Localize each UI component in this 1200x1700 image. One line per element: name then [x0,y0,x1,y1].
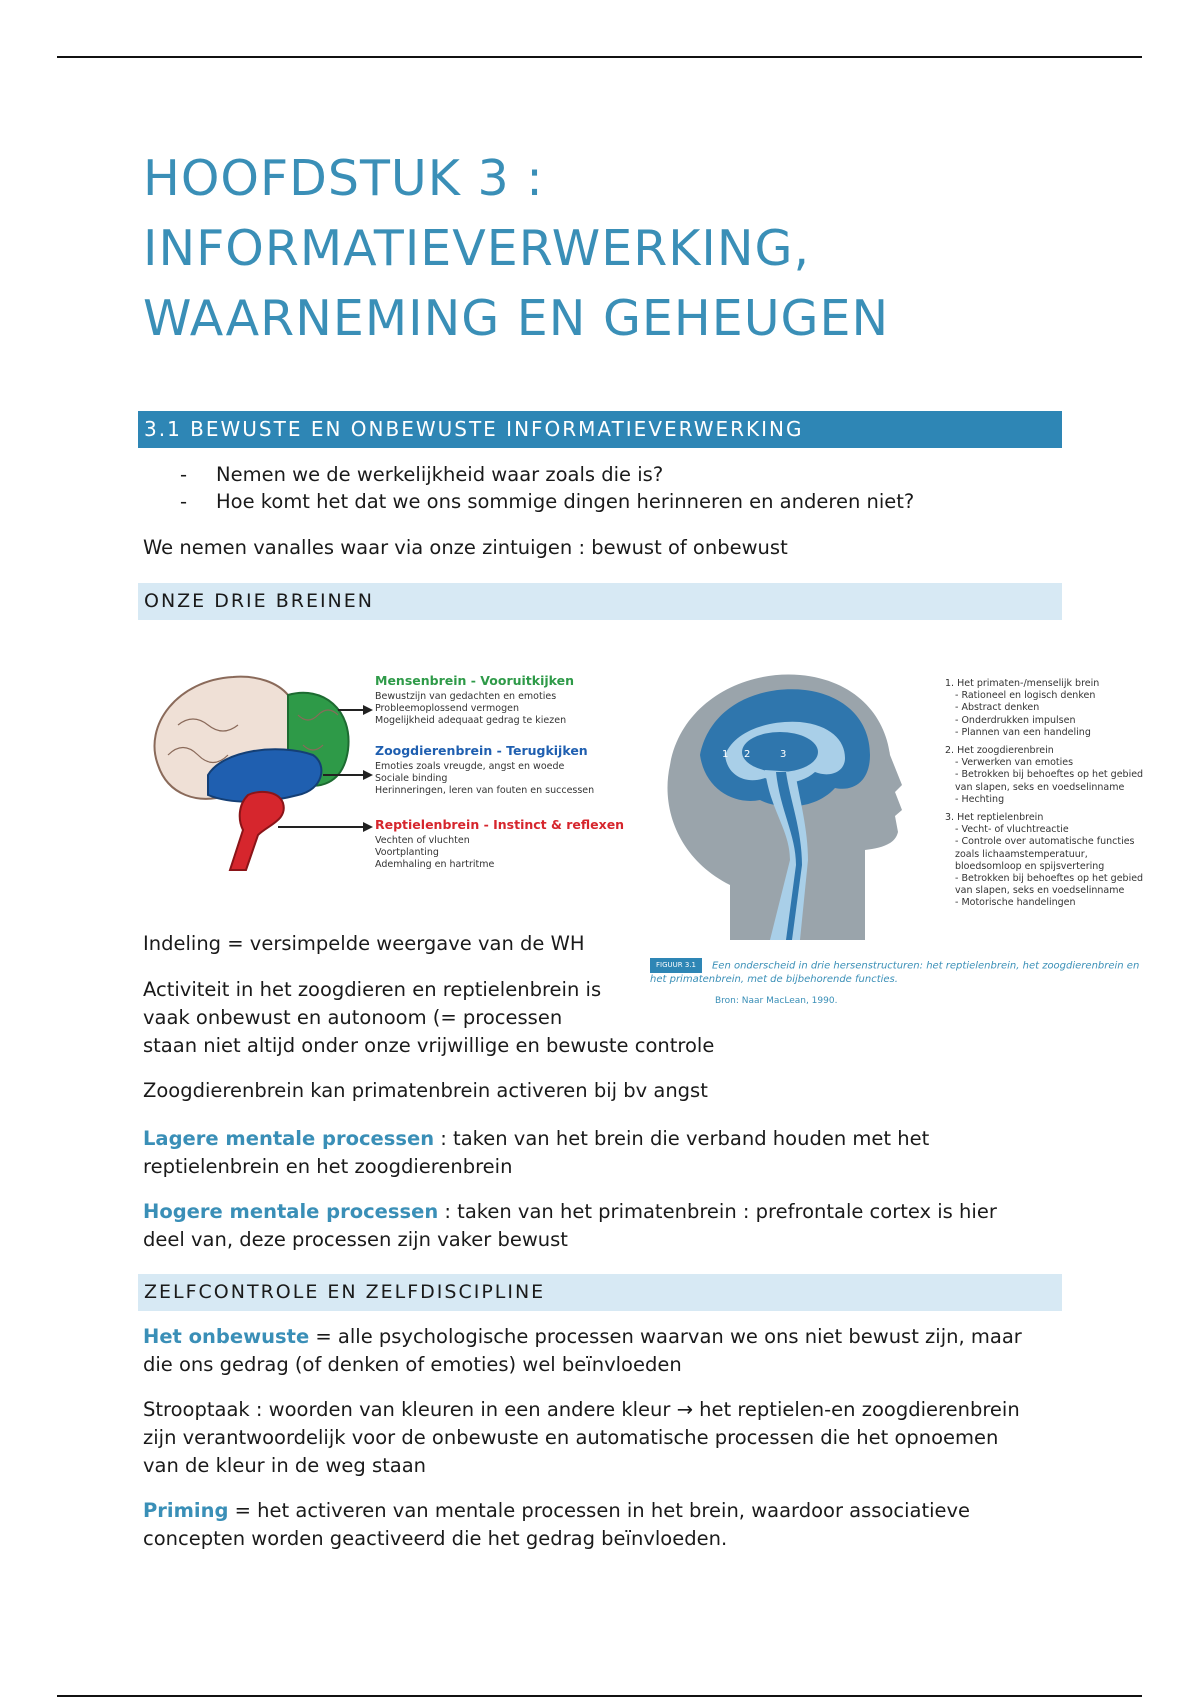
section-heading-3-1: 3.1 BEWUSTE EN ONBEWUSTE INFORMATIEVERWERKING [138,411,1062,448]
mensenbrein-label: Mensenbrein - Vooruitkijken [375,673,575,688]
mensenbrein-item: Bewustzijn van gedachten en emoties [375,691,557,702]
group-item: - Abstract denken [955,702,1040,714]
paragraph-zoogdierenbrein: Zoogdierenbrein kan primatenbrein activeren bij bv angst [143,1079,708,1102]
intro-paragraph: We nemen vanalles waar via onze zintuigen : bewust of onbewust [143,536,788,559]
figure-source: Bron: Naar MacLean, 1990. [715,996,838,1006]
region-number: 3 [780,749,787,760]
paragraph-onbewuste: Het onbewuste = alle psychologische processen waarvan we ons niet bewust zijn, maar die ons gedrag (of denken of emoties) wel beïnvloeden [143,1325,1022,1376]
reptielenbrein-label: Reptielenbrein - Instinct & reflexen [375,817,625,832]
zoogdierenbrein-label: Zoogdierenbrein - Terugkijken [375,743,588,758]
zoogdierenbrein-item: Herinneringen, leren van fouten en successen [375,785,595,796]
mensenbrein-item: Probleemoplossend vermogen [375,703,519,714]
title-line-3: WAARNEMING EN GEHEUGEN [143,290,890,347]
list-item: - Nemen we de werkelijkheid waar zoals die is? [180,461,914,488]
zoogdierenbrein-item: Sociale binding [375,773,448,784]
term-priming: Priming [143,1499,229,1522]
caption-text: Een onderscheid in drie hersenstructuren: het reptielenbrein, het zoogdierenbrein en het primatenbrein, met de bijbehorende functies. [650,960,1140,985]
group-title: 3. Het reptielenbrein [945,812,1044,824]
subheading-onze-drie-breinen: ONZE DRIE BREINEN [138,583,1062,620]
paragraph-activiteit: Activiteit in het zoogdieren en reptielenbrein is vaak onbewust en autonoom (= processen staan niet altijd onder onze vrijwillige en bewuste controle [143,978,715,1057]
chapter-title [143,144,1143,354]
group-title: 2. Het zoogdierenbrein [945,745,1054,757]
bottom-rule [57,1695,1142,1697]
title-line-2: INFORMATIEVERWERKING, [143,220,811,277]
group-title: 1. Het primaten-/menselijk brein [945,678,1100,689]
figure-tag: FIGUUR 3.1 [650,958,702,973]
group-item: - Vecht- of vluchtreactie [955,824,1069,836]
head-silhouette [640,660,940,960]
paragraph-strooptaak: Strooptaak : woorden van kleuren in een andere kleur → het reptielen-en zoogdierenbrein zijn verantwoordelijk voor de onbewuste en automatische processen die het opnoemen van de kleur in de weg staan [143,1398,1020,1477]
reptielenbrein-item: Ademhaling en hartritme [375,859,495,870]
figure-caption [650,958,1140,986]
group-item: - Betrokken bij behoeftes op het gebied van slapen, seks en voedselinname [955,873,1144,897]
question-list [180,461,914,515]
group-item: - Hechting [955,793,1005,805]
region-number: 1 [722,749,729,760]
term-onbewuste: Het onbewuste [143,1325,310,1348]
group-item: - Controle over automatische functies zoals lichaamstemperatuur, bloedsomloop en spijsvertering [955,836,1135,872]
group-item: - Plannen van een handeling [955,726,1091,738]
brain-functions-list [945,678,1155,910]
paragraph-priming: Priming = het activeren van mentale processen in het brein, waardoor associatieve concepten worden geactiveerd die het gedrag beïnvloeden. [143,1499,971,1550]
mensenbrein-item: Mogelijkheid adequaat gedrag te kiezen [375,715,567,726]
title-line-1: HOOFDSTUK 3 : [143,150,544,207]
group-item: - Motorische handelingen [955,897,1076,909]
paragraph-hogere-processen: Hogere mentale processen : taken van het primatenbrein : prefrontale cortex is hier deel van, deze processen zijn vaker bewust [143,1200,997,1251]
paragraph-indeling: Indeling = versimpelde weergave van de WH [143,932,585,955]
term-lagere: Lagere mentale processen [143,1127,435,1150]
zoogdierenbrein-item: Emoties zoals vreugde, angst en woede [375,761,565,772]
top-rule [57,56,1142,58]
figure-three-brains [138,655,628,885]
group-item: - Betrokken bij behoeftes op het gebied van slapen, seks en voedselinname [955,769,1144,793]
paragraph-lagere-processen: Lagere mentale processen : taken van het brein die verband houden met het reptielenbrein en het zoogdierenbrein [143,1127,930,1178]
region-number: 2 [744,749,751,760]
reptielenbrein-item: Voortplanting [375,847,439,858]
subheading-zelfcontrole: ZELFCONTROLE EN ZELFDISCIPLINE [138,1274,1062,1311]
group-item: - Onderdrukken impulsen [955,714,1076,726]
term-hogere: Hogere mentale processen [143,1200,439,1223]
figure-head-profile [640,660,1150,1015]
reptielenbrein-item: Vechten of vluchten [375,835,470,846]
brain-illustration [138,655,373,885]
group-item: - Verwerken van emoties [955,757,1074,769]
group-item: - Rationeel en logisch denken [955,690,1096,702]
list-item: - Hoe komt het dat we ons sommige dingen herinneren en anderen niet? [180,488,914,515]
